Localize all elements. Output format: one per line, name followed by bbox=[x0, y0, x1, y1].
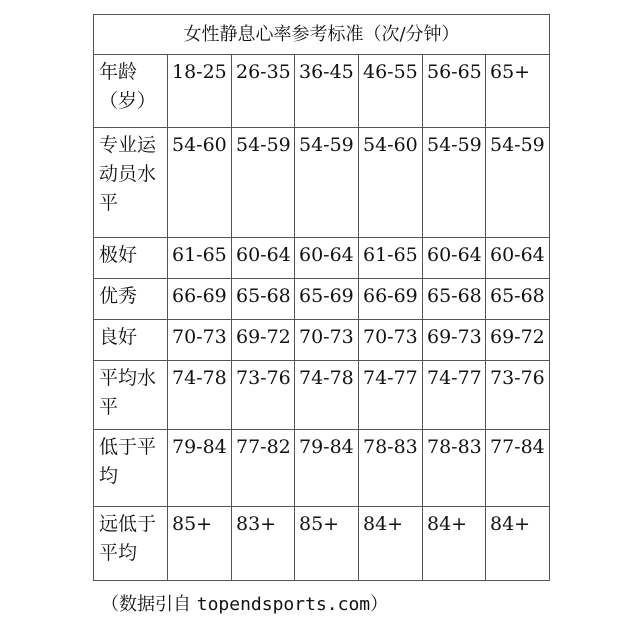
row-label-line: （岁） bbox=[99, 90, 157, 112]
title-row bbox=[94, 15, 550, 55]
table-cell: 66-69 bbox=[359, 279, 423, 320]
table-cell: 60-64 bbox=[295, 238, 359, 279]
table-cell: 79-84 bbox=[295, 430, 359, 507]
source-note bbox=[101, 592, 388, 618]
table-cell: 69-73 bbox=[423, 320, 486, 361]
table-cell: 54-59 bbox=[423, 128, 486, 238]
table-cell: 60-64 bbox=[232, 238, 295, 279]
table-cell: 18-25 bbox=[168, 55, 232, 128]
table-row-below-average bbox=[94, 430, 550, 507]
table-cell: 74-77 bbox=[423, 361, 486, 430]
table-cell: 85+ bbox=[168, 507, 232, 581]
row-label-line: 平 bbox=[99, 192, 119, 214]
row-label-line: 极好 bbox=[99, 244, 138, 266]
table-cell: 77-82 bbox=[232, 430, 295, 507]
table-cell: 65-68 bbox=[486, 279, 550, 320]
table-cell: 70-73 bbox=[295, 320, 359, 361]
table-cell: 60-64 bbox=[486, 238, 550, 279]
table-cell: 65-69 bbox=[295, 279, 359, 320]
table-row-far-below-average bbox=[94, 507, 550, 581]
heart-rate-table bbox=[93, 14, 550, 581]
table-cell: 70-73 bbox=[359, 320, 423, 361]
table-row-age bbox=[94, 55, 550, 128]
table-title: 女性静息心率参考标准（次/分钟） bbox=[94, 15, 550, 55]
row-label bbox=[94, 320, 168, 361]
row-label-line: 远低于 bbox=[99, 513, 157, 535]
row-label bbox=[94, 55, 168, 128]
table-cell: 65-68 bbox=[232, 279, 295, 320]
row-label bbox=[94, 507, 168, 581]
row-label bbox=[94, 430, 168, 507]
source-note-close: ） bbox=[370, 594, 389, 615]
table-row-average bbox=[94, 361, 550, 430]
row-label bbox=[94, 238, 168, 279]
table-cell: 85+ bbox=[295, 507, 359, 581]
table-cell: 69-72 bbox=[486, 320, 550, 361]
table-cell: 66-69 bbox=[168, 279, 232, 320]
row-label-line: 平 bbox=[99, 396, 119, 418]
table-cell: 79-84 bbox=[168, 430, 232, 507]
row-label-line: 年龄 bbox=[99, 61, 138, 83]
table-cell: 65-68 bbox=[423, 279, 486, 320]
table-cell: 54-59 bbox=[486, 128, 550, 238]
table-cell: 84+ bbox=[486, 507, 550, 581]
table-cell: 54-59 bbox=[295, 128, 359, 238]
table-cell: 65+ bbox=[486, 55, 550, 128]
row-label bbox=[94, 279, 168, 320]
row-label-line: 良好 bbox=[99, 326, 138, 348]
table-cell: 46-55 bbox=[359, 55, 423, 128]
row-label-line: 平均水 bbox=[99, 367, 157, 389]
table-cell: 78-83 bbox=[423, 430, 486, 507]
table-cell: 74-78 bbox=[168, 361, 232, 430]
table-cell: 61-65 bbox=[168, 238, 232, 279]
table-cell: 70-73 bbox=[168, 320, 232, 361]
table-cell: 78-83 bbox=[359, 430, 423, 507]
table-row-athlete bbox=[94, 128, 550, 238]
table-cell: 84+ bbox=[423, 507, 486, 581]
row-label-line: 动员水 bbox=[99, 163, 157, 185]
row-label-line: 低于平 bbox=[99, 436, 157, 458]
table-cell: 73-76 bbox=[486, 361, 550, 430]
table-cell: 77-84 bbox=[486, 430, 550, 507]
table-row-great bbox=[94, 279, 550, 320]
table-cell: 74-78 bbox=[295, 361, 359, 430]
source-note-open: （数据引自 bbox=[101, 594, 191, 615]
table-cell: 54-60 bbox=[359, 128, 423, 238]
table-cell: 54-59 bbox=[232, 128, 295, 238]
table-cell: 60-64 bbox=[423, 238, 486, 279]
table-cell: 26-35 bbox=[232, 55, 295, 128]
table-row-good bbox=[94, 320, 550, 361]
table-cell: 61-65 bbox=[359, 238, 423, 279]
table-cell: 69-72 bbox=[232, 320, 295, 361]
row-label-line: 均 bbox=[99, 465, 119, 487]
row-label bbox=[94, 361, 168, 430]
table-cell: 56-65 bbox=[423, 55, 486, 128]
table-cell: 73-76 bbox=[232, 361, 295, 430]
table-row-excellent bbox=[94, 238, 550, 279]
row-label bbox=[94, 128, 168, 238]
table-cell: 74-77 bbox=[359, 361, 423, 430]
source-site: topendsports.com bbox=[196, 594, 371, 615]
table-cell: 84+ bbox=[359, 507, 423, 581]
row-label-line: 优秀 bbox=[99, 285, 138, 307]
table-cell: 83+ bbox=[232, 507, 295, 581]
table-cell: 54-60 bbox=[168, 128, 232, 238]
row-label-line: 专业运 bbox=[99, 134, 157, 156]
row-label-line: 平均 bbox=[99, 542, 138, 564]
table-cell: 36-45 bbox=[295, 55, 359, 128]
